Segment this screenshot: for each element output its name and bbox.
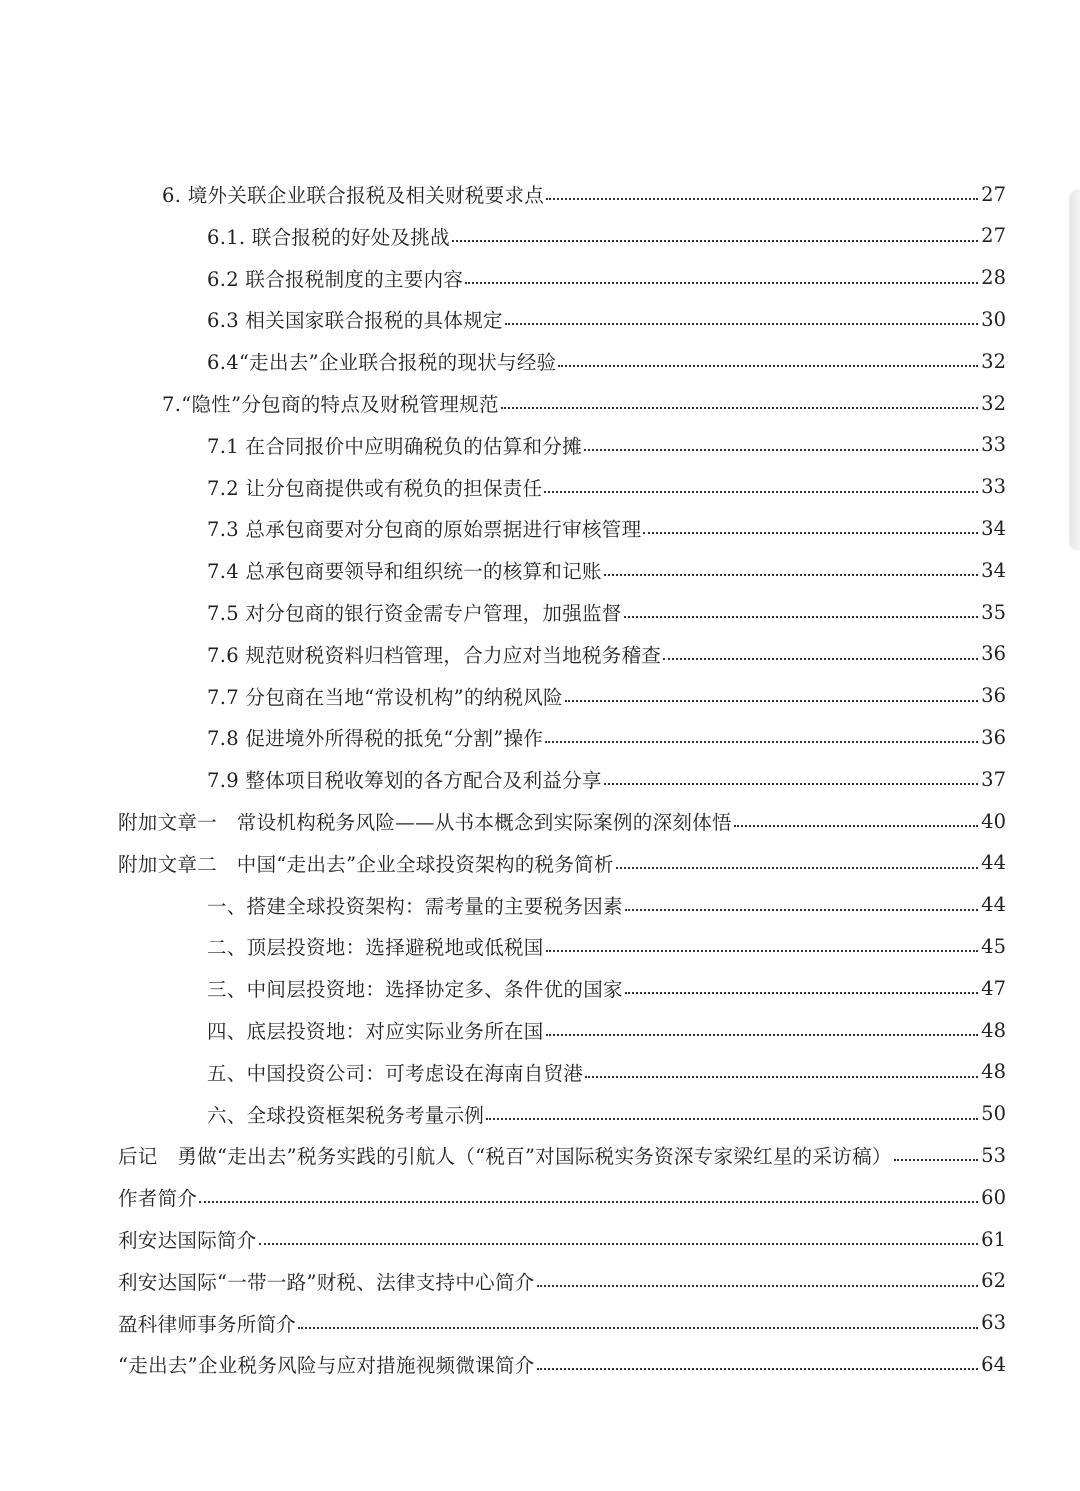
- toc-entry-title: 7.3 总承包商要对分包商的原始票据进行审核管理: [207, 518, 642, 542]
- toc-entry[interactable]: [207, 340, 1006, 382]
- toc-entry[interactable]: [207, 925, 1006, 967]
- toc-entry-page: 27: [981, 182, 1006, 206]
- toc-entry-title: 四、底层投资地：对应实际业务所在国: [207, 1020, 544, 1043]
- toc-dot-leader: [585, 1074, 978, 1078]
- toc-entry[interactable]: [207, 549, 1006, 591]
- toc-entry[interactable]: [207, 1009, 1006, 1051]
- toc-entry-page: 34: [981, 558, 1006, 582]
- toc-entry-page: 50: [981, 1102, 1006, 1126]
- toc-entry-page: 60: [981, 1185, 1006, 1209]
- toc-entry[interactable]: [118, 1260, 1006, 1302]
- toc-dot-leader: [604, 781, 978, 785]
- toc-entry-title: 7.“隐性”分包商的特点及财税管理规范: [162, 393, 499, 416]
- toc-entry-title: “走出去”企业税务风险与应对措施视频微课简介: [118, 1354, 535, 1378]
- toc-entry-title: 7.9 整体项目税收筹划的各方配合及利益分享: [207, 769, 602, 793]
- toc-entry-page: 36: [981, 642, 1006, 666]
- toc-dot-leader: [546, 948, 978, 952]
- toc-entry-title: 6.2 联合报税制度的主要内容: [207, 267, 464, 291]
- page-edge-tab[interactable]: [1070, 190, 1080, 550]
- toc-entry[interactable]: [207, 424, 1006, 466]
- toc-entry-page: 32: [981, 349, 1006, 373]
- toc-entry[interactable]: [207, 884, 1006, 926]
- toc-entry-title: 6.1. 联合报税的好处及挑战: [207, 225, 450, 249]
- toc-entry[interactable]: [207, 633, 1006, 675]
- toc-entry-title: 6.3 相关国家联合报税的具体规定: [207, 309, 503, 333]
- toc-dot-leader: [199, 1199, 978, 1203]
- toc-entry-page: 44: [981, 893, 1006, 917]
- toc-entry-title: 7.5 对分包商的银行资金需专户管理，加强监督: [207, 602, 622, 625]
- toc-entry[interactable]: [162, 173, 1006, 215]
- toc-entry[interactable]: [118, 800, 1006, 842]
- toc-dot-leader: [545, 739, 978, 743]
- toc-entry-title: 利安达国际“一带一路”财税、法律支持中心简介: [118, 1270, 535, 1294]
- toc-dot-leader: [624, 614, 978, 618]
- toc-entry-page: 47: [981, 976, 1006, 1000]
- toc-dot-leader: [643, 530, 978, 534]
- toc-entry[interactable]: [207, 1051, 1006, 1093]
- toc-entry-title: 利安达国际简介: [118, 1229, 257, 1252]
- toc-dot-leader: [537, 1366, 978, 1370]
- toc-entry-title: 7.4 总承包商要领导和组织统一的核算和记账: [207, 560, 602, 584]
- toc-dot-leader: [259, 1241, 978, 1245]
- toc-dot-leader: [501, 405, 978, 409]
- toc-entry-page: 34: [981, 516, 1006, 540]
- toc-entry[interactable]: [207, 257, 1006, 299]
- toc-entry-page: 32: [981, 391, 1006, 415]
- toc-dot-leader: [604, 572, 978, 576]
- toc-entry-title: 附加文章二 中国“走出去”企业全球投资架构的税务简析: [118, 852, 614, 876]
- toc-entry-page: 48: [981, 1018, 1006, 1042]
- toc-entry-page: 27: [981, 224, 1006, 248]
- toc-entry[interactable]: [118, 1176, 1006, 1218]
- toc-entry-page: 36: [981, 684, 1006, 708]
- toc-entry-page: 45: [981, 934, 1006, 958]
- toc-entry-title: 附加文章一 常设机构税务风险——从书本概念到实际案例的深刻体悟: [118, 811, 732, 834]
- toc-entry[interactable]: [118, 1343, 1006, 1385]
- toc-entry-title: 三、中间层投资地：选择协定多、条件优的国家: [207, 978, 623, 1002]
- toc-entry-title: 7.8 促进境外所得税的抵免“分割”操作: [207, 727, 544, 751]
- toc-entry[interactable]: [207, 716, 1006, 758]
- toc-entry-page: 64: [981, 1352, 1006, 1376]
- toc-entry[interactable]: [207, 215, 1006, 257]
- toc-entry-page: 30: [981, 307, 1006, 331]
- toc-entry-title: 作者简介: [118, 1187, 198, 1211]
- toc-entry[interactable]: [207, 1093, 1006, 1135]
- toc-entry-title: 一、搭建全球投资架构：需考量的主要税务因素: [207, 894, 623, 918]
- toc-entry[interactable]: [207, 675, 1006, 717]
- toc-dot-leader: [452, 238, 978, 242]
- toc-entry[interactable]: [207, 758, 1006, 800]
- toc-dot-leader: [558, 363, 978, 367]
- toc-entry[interactable]: [207, 967, 1006, 1009]
- toc-dot-leader: [584, 447, 978, 451]
- toc-entry-page: 35: [981, 600, 1006, 624]
- toc-dot-leader: [537, 1283, 978, 1287]
- toc-entry[interactable]: [207, 298, 1006, 340]
- toc-entry[interactable]: [207, 507, 1006, 549]
- toc-dot-leader: [734, 823, 978, 827]
- toc-entry-title: 7.1 在合同报价中应明确税负的估算和分摊: [207, 434, 583, 458]
- toc-dot-leader: [546, 1032, 978, 1036]
- toc-entry-page: 63: [981, 1311, 1006, 1335]
- toc-dot-leader: [625, 990, 978, 994]
- toc-entry-page: 40: [981, 809, 1006, 833]
- toc-entry-page: 44: [981, 851, 1006, 875]
- toc-entry-title: 五、中国投资公司：可考虑设在海南自贸港: [207, 1061, 584, 1085]
- toc-entry-page: 53: [981, 1143, 1006, 1167]
- toc-entry-page: 62: [981, 1269, 1006, 1293]
- toc-dot-leader: [625, 907, 978, 911]
- toc-dot-leader: [465, 280, 978, 284]
- toc-entry-page: 61: [981, 1227, 1006, 1251]
- toc-entry-title: 7.6 规范财税资料归档管理，合力应对当地税务稽查: [207, 643, 662, 667]
- toc-entry[interactable]: [207, 591, 1006, 633]
- toc-dot-leader: [546, 196, 978, 200]
- toc-entry-title: 二、顶层投资地：选择避税地或低税国: [207, 936, 544, 960]
- toc-entry[interactable]: [118, 1302, 1006, 1344]
- toc-dot-leader: [565, 698, 978, 702]
- toc-dot-leader: [486, 1116, 978, 1120]
- toc-entry-page: 28: [981, 266, 1006, 290]
- toc-entry-title: 盈科律师事务所简介: [118, 1312, 297, 1336]
- toc-entry-title: 六、全球投资框架税务考量示例: [207, 1103, 485, 1127]
- toc-entry-title: 6. 境外关联企业联合报税及相关财税要求点: [162, 184, 545, 207]
- toc-entry-page: 48: [981, 1060, 1006, 1084]
- toc-entry-title: 后记 勇做“走出去”税务实践的引航人（“税百”对国际税实务资深专家梁红星的采访稿）: [118, 1145, 892, 1169]
- toc-entry[interactable]: [118, 1218, 1006, 1260]
- toc-entry[interactable]: [207, 466, 1006, 508]
- toc-dot-leader: [616, 865, 978, 869]
- toc-dot-leader: [544, 489, 978, 493]
- toc-dot-leader: [894, 1157, 978, 1161]
- toc-entry-title: 6.4“走出去”企业联合报税的现状与经验: [207, 351, 557, 375]
- toc-dot-leader: [298, 1325, 978, 1329]
- toc-entry-page: 37: [981, 767, 1006, 791]
- toc-entry-title: 7.7 分包商在当地“常设机构”的纳税风险: [207, 685, 563, 709]
- toc-entry-page: 33: [981, 433, 1006, 457]
- toc-dot-leader: [663, 656, 978, 660]
- toc-entry-page: 33: [981, 475, 1006, 499]
- toc-entry-page: 36: [981, 725, 1006, 749]
- toc-entry[interactable]: [118, 842, 1006, 884]
- toc-entry-title: 7.2 让分包商提供或有税负的担保责任: [207, 476, 543, 500]
- toc-entry[interactable]: [162, 382, 1006, 424]
- toc-entry[interactable]: [118, 1134, 1006, 1176]
- toc-dot-leader: [505, 321, 978, 325]
